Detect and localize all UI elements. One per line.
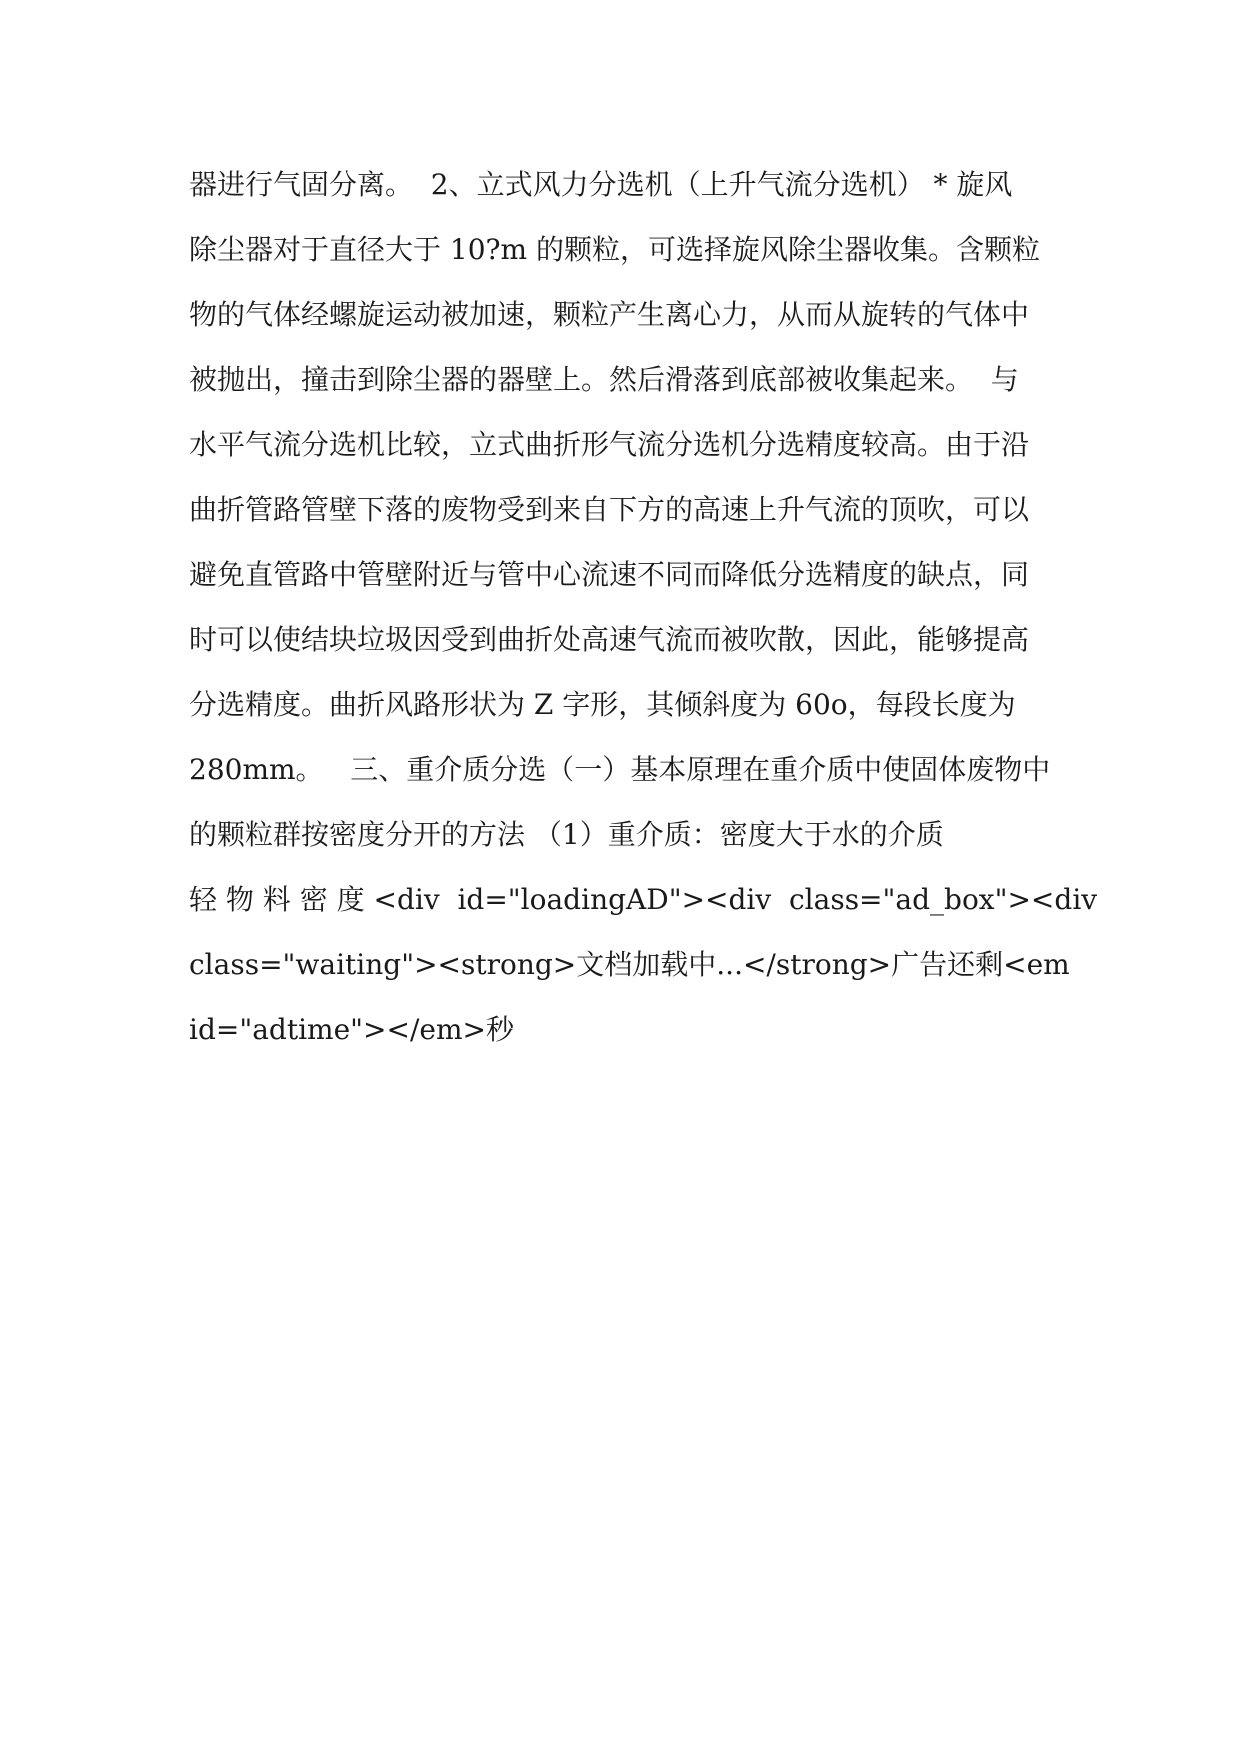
text-line: 物的气体经螺旋运动被加速，颗粒产生离心力，从而从旋转的气体中 bbox=[189, 298, 1030, 331]
text-line: 避免直管路中管壁附近与管中心流速不同而降低分选精度的缺点，同 bbox=[189, 558, 1030, 591]
body-paragraph bbox=[189, 152, 1098, 1062]
text-line: 的颗粒群按密度分开的方法 （1）重介质：密度大于水的介质 bbox=[189, 818, 944, 851]
text-line: 分选精度。曲折风路形状为 Z 字形，其倾斜度为 60o，每段长度为 bbox=[189, 688, 1016, 721]
text-line: 器进行气固分离。 2、立式风力分选机（上升气流分选机） * 旋风 bbox=[189, 168, 1013, 201]
text-line: 被抛出，撞击到除尘器的器壁上。然后滑落到底部被收集起来。 与 bbox=[189, 363, 1019, 396]
text-line: class="waiting"><strong>文档加载中...</strong>广告还剩<em bbox=[189, 948, 1070, 981]
text-line: 轻 物 料 密 度 <div id="loadingAD"><div class="ad_box"><div bbox=[189, 883, 1098, 916]
text-line: id="adtime"></em>秒 bbox=[189, 1013, 514, 1046]
text-line: 水平气流分选机比较，立式曲折形气流分选机分选精度较高。由于沿 bbox=[189, 428, 1030, 461]
text-line: 曲折管路管壁下落的废物受到来自下方的高速上升气流的顶吹，可以 bbox=[189, 493, 1030, 526]
text-line: 时可以使结块垃圾因受到曲折处高速气流而被吹散，因此，能够提高 bbox=[189, 623, 1030, 656]
text-line: 280mm。 三、重介质分选（一）基本原理在重介质中使固体废物中 bbox=[189, 753, 1051, 786]
text-line: 除尘器对于直径大于 10?m 的颗粒，可选择旋风除尘器收集。含颗粒 bbox=[189, 233, 1040, 266]
